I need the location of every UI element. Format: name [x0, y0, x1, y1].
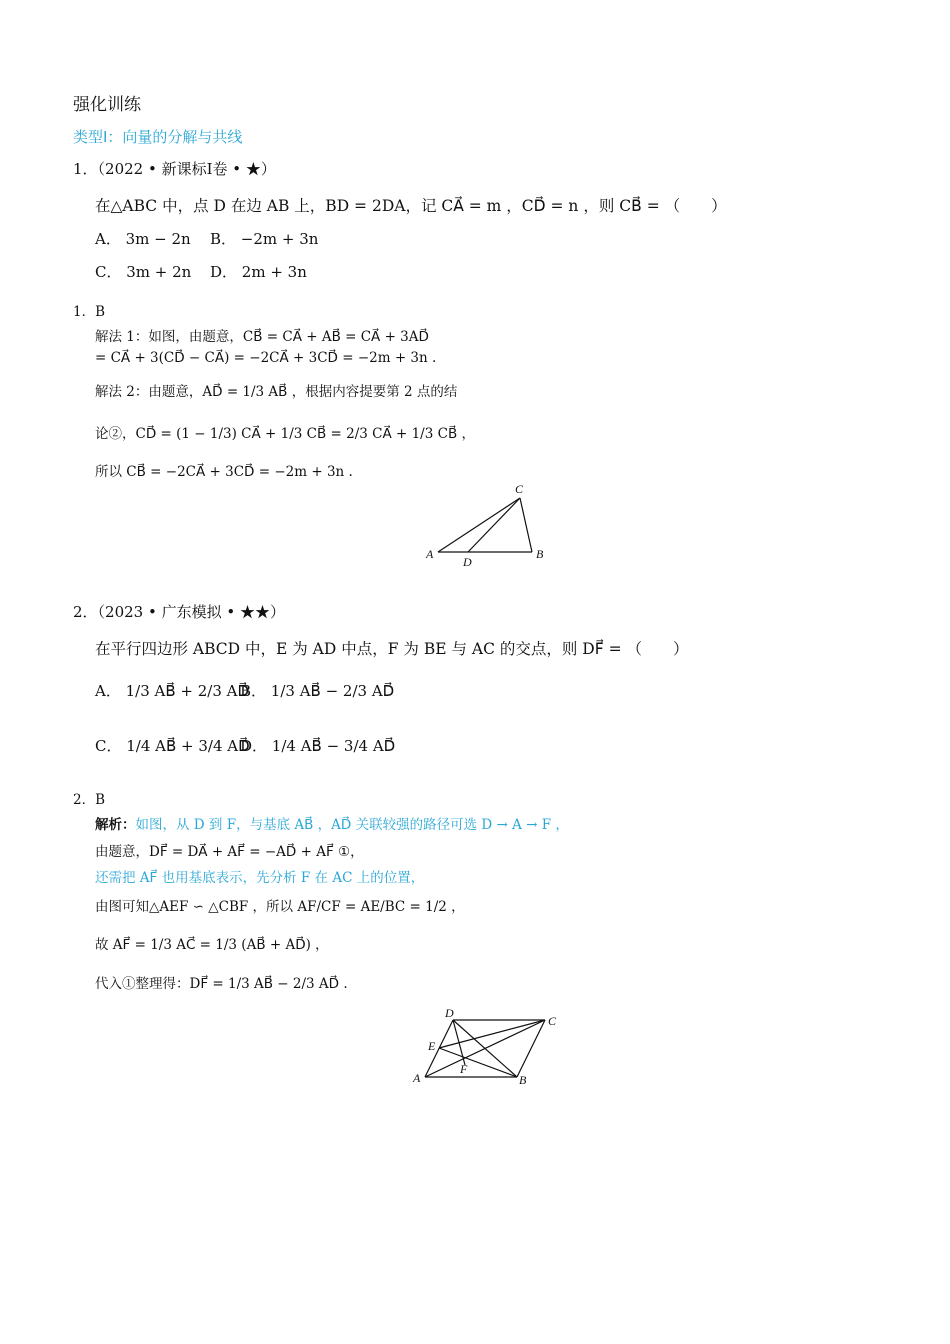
q2-label-b: B	[519, 1073, 527, 1087]
q1-option-b: B． −2m + 3n	[210, 230, 319, 248]
q2-option-c: C． 1/4 AB⃗ + 3/4 AD⃗	[95, 737, 250, 755]
q2-solution-hint-row	[95, 813, 569, 833]
q1-label-a: A	[426, 547, 434, 561]
category-title: 类型Ⅰ：向量的分解与共线	[73, 128, 243, 146]
section-title: 强化训练	[73, 95, 141, 115]
q1-solution-line-4: 论②，CD⃗ = (1 − 1/3) CA⃗ + 1/3 CB⃗ = 2/3 CA⃗ + 1/3 CB⃗ ，	[95, 426, 475, 442]
q1-label-b: B	[536, 547, 544, 561]
q1-answer: 1．B	[73, 304, 106, 320]
q2-solution-line-1: 由题意，DF⃗ = DA⃗ + AF⃗ = −AD⃗ + AF⃗ ①，	[95, 844, 364, 860]
q2-solution-line-2: 还需把 AF⃗ 也用基底表示，先分析 F 在 AC 上的位置，	[95, 870, 425, 886]
q1-solution-line-1: 解法 1：如图，由题意，CB⃗ = CA⃗ + AB⃗ = CA⃗ + 3AD⃗	[95, 329, 429, 345]
q2-option-b: B． 1/3 AB⃗ − 2/3 AD⃗	[240, 682, 395, 700]
q1-header: 1．（2022 • 新课标Ⅰ卷 • ★）	[73, 160, 276, 178]
q2-solution-line-4: 故 AF⃗ = 1/3 AC⃗ = 1/3 (AB⃗ + AD⃗) ，	[95, 937, 329, 953]
q2-header: 2．（2023 • 广东模拟 • ★★）	[73, 603, 285, 621]
q1-option-d: D． 2m + 3n	[210, 263, 307, 281]
q2-solution-label: 解析：	[95, 817, 136, 833]
q2-option-d: D． 1/4 AB⃗ − 3/4 AD⃗	[240, 737, 396, 755]
q2-label-e: E	[428, 1039, 436, 1053]
q2-label-a: A	[413, 1071, 421, 1085]
q1-triangle-figure	[420, 480, 550, 570]
q2-label-d: D	[445, 1006, 454, 1020]
q1-option-a: A． 3m − 2n	[95, 230, 191, 248]
q2-stem: 在平行四边形 ABCD 中，E 为 AD 中点，F 为 BE 与 AC 的交点，则 DF⃗ = （ ）	[95, 640, 689, 658]
q1-solution-line-3: 解法 2：由题意，AD⃗ = 1/3 AB⃗ ，根据内容提要第 2 点的结	[95, 384, 458, 400]
q1-solution-line-5: 所以 CB⃗ = −2CA⃗ + 3CD⃗ = −2m + 3n .	[95, 464, 353, 480]
q2-label-c: C	[548, 1014, 557, 1028]
q2-option-a: A． 1/3 AB⃗ + 2/3 AD⃗	[95, 682, 250, 700]
q1-stem: 在△ABC 中，点 D 在边 AB 上，BD = 2DA，记 CA⃗ = m ，CD⃗ = n ，则 CB⃗ = （ ）	[95, 197, 727, 215]
q1-label-c: C	[515, 482, 524, 496]
q1-label-d: D	[463, 555, 472, 569]
q2-solution-line-5: 代入①整理得：DF⃗ = 1/3 AB⃗ − 2/3 AD⃗ .	[95, 976, 348, 992]
q2-solution-line-3: 由图可知△AEF ∽ △CBF ，所以 AF/CF = AE/BC = 1/2 ，	[95, 899, 465, 915]
q2-solution-hint-1: 如图，从 D 到 F，与基底 AB⃗ ，AD⃗ 关联较强的路径可选 D → A → F ，	[135, 817, 569, 833]
q1-solution-line-2: = CA⃗ + 3(CD⃗ − CA⃗) = −2CA⃗ + 3CD⃗ = −2m + 3n .	[95, 350, 437, 366]
q2-label-f: F	[460, 1062, 468, 1076]
q2-answer: 2．B	[73, 792, 106, 808]
q1-option-c: C． 3m + 2n	[95, 263, 192, 281]
q2-parallelogram-figure	[405, 1000, 570, 1095]
